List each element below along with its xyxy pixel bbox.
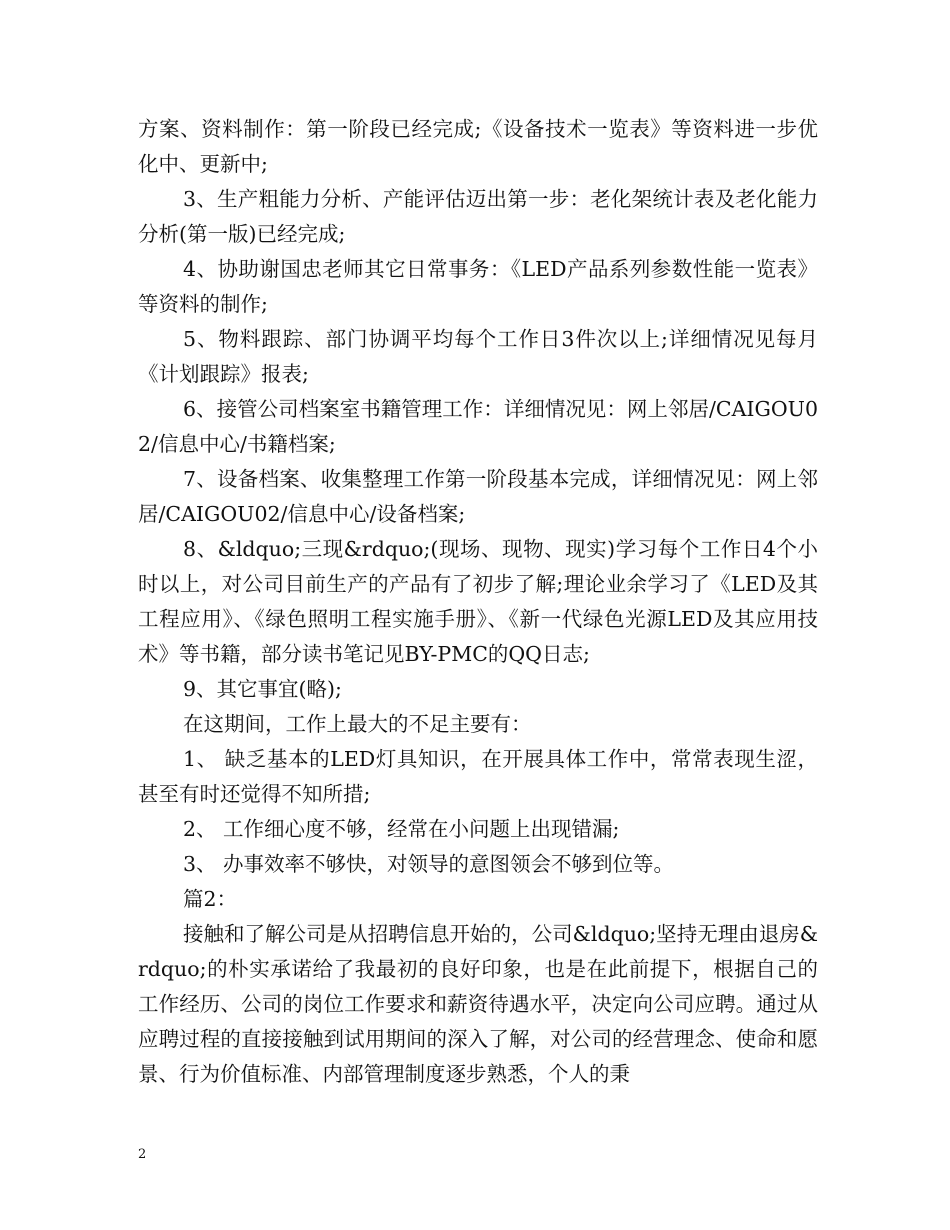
paragraph: 8、&ldquo;三现&rdquo;(现场、现物、现实)学习每个工作日4个小时以上，对公司目前生产的产品有了初步了解;理论业余学习了《LED及其工程应用》、《绿色照明工程实施手册》、《新一代绿色光源LED及其应用技术》等书籍，部分读书笔记见BY-PMC的QQ日志;: [138, 537, 818, 666]
paragraph: 方案、资料制作：第一阶段已经完成;《设备技术一览表》等资料进一步优化中、更新中;: [138, 117, 818, 176]
paragraph: 3、 办事效率不够快，对领导的意图领会不够到位等。: [183, 852, 675, 876]
paragraph: 9、其它事宜(略);: [183, 677, 342, 701]
paragraph: 篇2：: [183, 887, 238, 911]
paragraph: 5、物料跟踪、部门协调平均每个工作日3件次以上;详细情况见每月《计划跟踪》报表;: [138, 327, 818, 386]
document-body: [138, 112, 818, 1092]
paragraph: 6、接管公司档案室书籍管理工作：详细情况见：网上邻居/CAIGOU02/信息中心/书籍档案;: [138, 397, 818, 456]
paragraph: 7、设备档案、收集整理工作第一阶段基本完成，详细情况见：网上邻居/CAIGOU02/信息中心/设备档案;: [138, 467, 818, 526]
paragraph: 接触和了解公司是从招聘信息开始的，公司&ldquo;坚持无理由退房&rdquo;的朴实承诺给了我最初的良好印象，也是在此前提下，根据自己的工作经历、公司的岗位工作要求和薪资待遇水平，决定向公司应聘。通过从应聘过程的直接接触到试用期间的深入了解，对公司的经营理念、使命和愿景、行为价值标准、内部管理制度逐步熟悉，个人的秉: [138, 922, 818, 1086]
paragraph: 4、协助谢国忠老师其它日常事务：《LED产品系列参数性能一览表》等资料的制作;: [138, 257, 818, 316]
paragraph: 3、生产粗能力分析、产能评估迈出第一步：老化架统计表及老化能力分析(第一版)已经完成;: [138, 187, 818, 246]
paragraph: 1、 缺乏基本的LED灯具知识，在开展具体工作中，常常表现生涩，甚至有时还觉得不知所措;: [138, 747, 818, 806]
paragraph: 在这期间，工作上最大的不足主要有：: [183, 712, 532, 736]
page-number: 2: [138, 1147, 147, 1162]
paragraph: 2、 工作细心度不够，经常在小问题上出现错漏;: [183, 817, 620, 841]
